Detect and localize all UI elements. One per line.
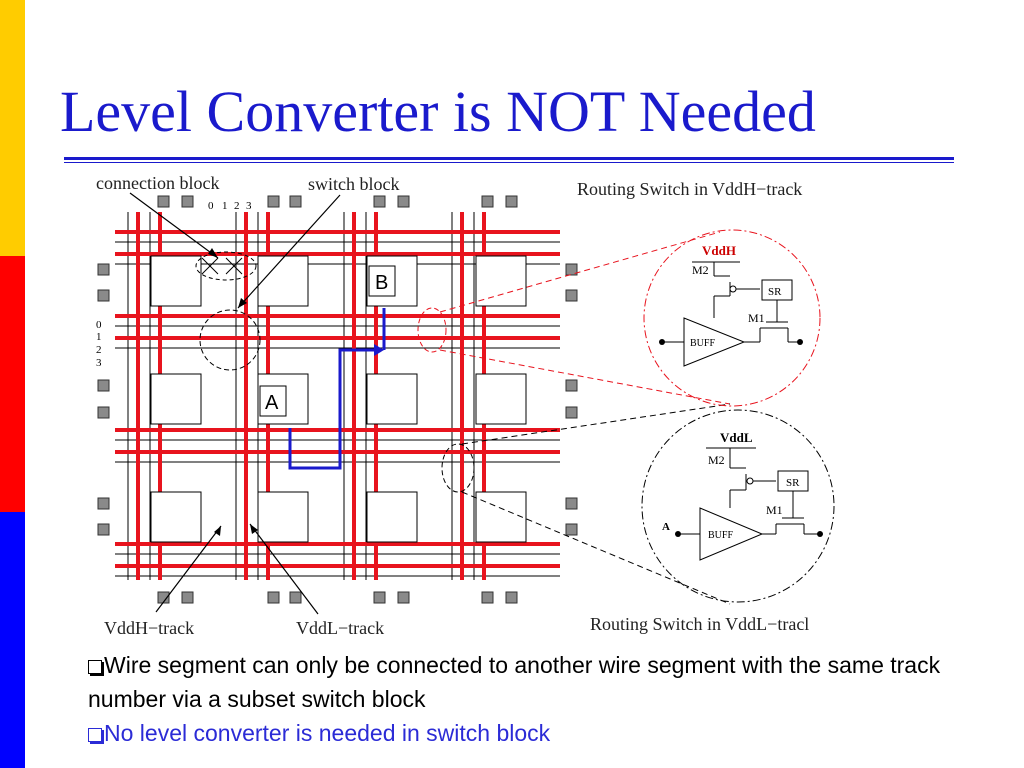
logic-block <box>476 256 526 306</box>
logic-block <box>476 374 526 424</box>
vddh-sr-label: SR <box>768 286 782 298</box>
track-number-top-1: 1 <box>222 200 228 212</box>
io-pin <box>98 498 109 509</box>
io-pin <box>158 196 169 207</box>
node-a-label: A <box>265 392 279 414</box>
io-pin <box>374 196 385 207</box>
bullet-item-2-text: No level converter is needed in switch block <box>104 720 551 746</box>
vddh-m2-label: M2 <box>692 263 709 277</box>
logic-block <box>258 492 308 542</box>
track-number-left-1: 1 <box>96 331 102 343</box>
track-number-left-0: 0 <box>96 319 102 331</box>
vddl-supply-label: VddL <box>720 430 753 445</box>
track-number-top-0: 0 <box>208 200 214 212</box>
io-pin <box>182 592 193 603</box>
io-pin <box>506 592 517 603</box>
io-pin <box>566 290 577 301</box>
connection-block-label: connection block <box>96 173 220 193</box>
logic-block <box>151 374 201 424</box>
logic-block <box>367 492 417 542</box>
track-numbers-left <box>96 319 102 369</box>
io-pin <box>268 196 279 207</box>
io-pin <box>182 196 193 207</box>
track-number-left-2: 2 <box>96 344 102 356</box>
io-pin <box>374 592 385 603</box>
io-pin <box>268 592 279 603</box>
logic-block <box>258 256 308 306</box>
io-pin <box>398 592 409 603</box>
io-pin <box>98 407 109 418</box>
track-number-left-3: 3 <box>96 357 102 369</box>
node-a <box>260 386 286 416</box>
bullet-item-1-text: Wire segment can only be connected to another wire segment with the same track number via a subset switch block <box>88 652 941 712</box>
io-pin <box>482 592 493 603</box>
slide-title: Level Converter is NOT Needed <box>60 79 816 144</box>
bullet-item-2 <box>88 716 968 750</box>
io-pin <box>98 290 109 301</box>
vddh-output-dot <box>797 339 803 345</box>
io-pin <box>98 380 109 391</box>
vddl-sr-label: SR <box>786 477 800 489</box>
io-pin <box>482 196 493 207</box>
track-number-top-2: 2 <box>234 200 240 212</box>
routing-switch-vddh-circuit <box>662 262 800 366</box>
io-pin <box>506 196 517 207</box>
vddh-m1-label: M1 <box>748 311 765 325</box>
logic-block <box>476 492 526 542</box>
logic-block <box>151 256 201 306</box>
bullet-box-icon <box>88 728 102 742</box>
vddl-track-label: VddL−track <box>296 618 385 638</box>
vddl-buff-label: BUFF <box>708 530 734 541</box>
io-pin <box>566 524 577 535</box>
routing-switch-vddl-title: Routing Switch in VddL−tracl <box>590 614 810 634</box>
node-b-label: B <box>375 272 389 294</box>
routing-switch-vddl-circuit <box>678 448 820 560</box>
routing-switch-vddh-title: Routing Switch in VddH−track <box>577 179 803 199</box>
bullet-list <box>88 648 968 750</box>
vddl-input-dot <box>675 531 681 537</box>
io-pin <box>566 498 577 509</box>
track-numbers-top <box>208 200 252 212</box>
switch-block-label: switch block <box>308 174 400 194</box>
io-pin <box>566 407 577 418</box>
node-b <box>369 266 395 296</box>
logic-block <box>151 492 201 542</box>
vddh-track-label: VddH−track <box>104 618 195 638</box>
io-pin <box>290 196 301 207</box>
vddl-output-dot <box>817 531 823 537</box>
io-pin <box>398 196 409 207</box>
vddl-input-label: A <box>662 521 670 533</box>
vddl-m2-label: M2 <box>708 453 725 467</box>
logic-block <box>367 374 417 424</box>
io-pin <box>290 592 301 603</box>
vddh-supply-label: VddH <box>702 243 736 258</box>
connection-block-arrow <box>130 193 218 258</box>
vddl-m1-label: M1 <box>766 503 783 517</box>
track-number-top-3: 3 <box>246 200 252 212</box>
io-pin <box>98 524 109 535</box>
vddh-input-dot <box>659 339 665 345</box>
io-pin <box>98 264 109 275</box>
vddh-buff-label: BUFF <box>690 338 716 349</box>
io-pin <box>566 380 577 391</box>
bullet-box-icon <box>88 660 102 674</box>
bullet-item-1 <box>88 648 968 716</box>
